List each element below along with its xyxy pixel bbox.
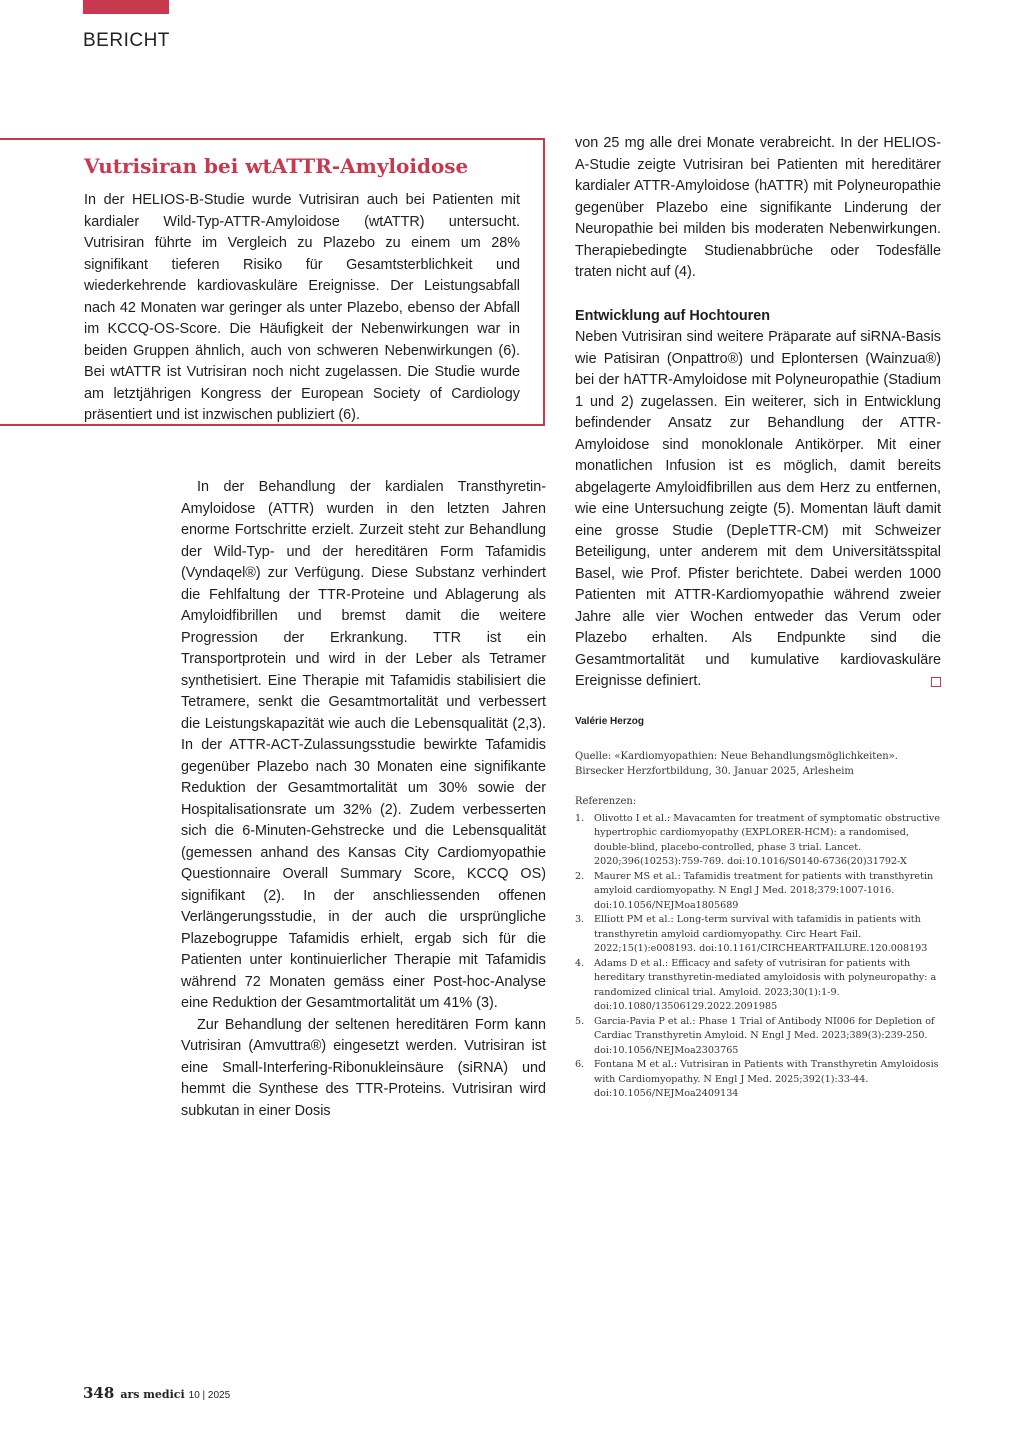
subheading: Entwicklung auf Hochtouren: [575, 307, 771, 324]
page-number: 348: [83, 1384, 115, 1402]
info-box-title: Vutrisiran bei wtATTR-Amyloidose: [84, 154, 469, 178]
right-paragraph-2: [575, 327, 941, 693]
references-heading: Referenzen:: [575, 796, 637, 807]
info-box-text: In der HELIOS-B-Studie wurde Vutrisiran auch bei Patienten mit kardialer Wild-Typ-ATTR-Amyloidose (wtATTR) untersucht. Vutrisiran führte im Vergleich zu Plazebo zu einem um 28% signifikant tieferen Risiko für Gesamtsterblichkeit und wiederkehrende kardiovaskuläre Ereignisse. Der Leistungsabfall nach 42 Monaten war geringer als unter Plazebo, ebenso der Abfall im KCCQ-OS-Score. Die Häufigkeit der Nebenwirkungen war in beiden Gruppen ähnlich, auch von schweren Nebenwirkungen (6). Bei wtATTR ist Vutrisiran noch nicht zugelassen. Die Studie wurde am letztjährigen Kongress der European Society of Cardiology präsentiert und ist inzwischen publiziert (6).: [84, 192, 520, 423]
reference-item: 5. Garcia-Pavia P et al.: Phase 1 Trial of Antibody NI006 for Depletion of Cardiac Transthyretin Amyloid. N Engl J Med. 2023;389(3):239-250. doi:10.1056/NEJMoa2303765: [575, 1015, 935, 1056]
reference-item: 1. Olivotto I et al.: Mavacamten for treatment of symptomatic obstructive hypertrophic cardiomyopathy (EXPLORER-HCM): a randomised, double-blind, placebo-controlled, phase 3 trial. Lancet. 2020;396(10253):759-769. doi:10.1016/S0140-6736(20)31792-X: [575, 812, 941, 867]
author: Valérie Herzog: [575, 715, 644, 727]
reference-item: 2. Maurer MS et al.: Tafamidis treatment for patients with transthyretin amyloid cardiomyopathy. N Engl J Med. 2018;379:1007-1016. doi:10.1056/NEJMoa1805689: [575, 870, 934, 911]
reference-item: 4. Adams D et al.: Efficacy and safety of vutrisiran for patients with hereditary transthyretin-mediated amyloidosis with polyneuropathy: a randomized clinical trial. Amyloid. 2023;30(1):1-9. doi:10.1080/13506129.2022.2091985: [575, 957, 937, 1012]
section-label: BERICHT: [83, 30, 170, 51]
reference-item: 3. Elliott PM et al.: Long-term survival with tafamidis in patients with transthyretin amyloid cardiomyopathy. Circ Heart Fail. 2022;15(1):e008193. doi:10.1161/CIRCHEARTFAILURE.120.008193: [575, 914, 928, 954]
right-paragraph-1: von 25 mg alle drei Monate verabreicht. In der HELIOS-A-Studie zeigte Vutrisiran bei Patienten mit hereditärer kardialer ATTR-Amyloidose (hATTR) mit Polyneuropathie gegenüber Plazebo eine signifikante Linderung der Neuropathie bei milden bis moderaten Nebenwirkungen. Therapiebedingte Studienabbrüche oder Todesfälle traten nicht auf (4).: [575, 135, 941, 280]
left-paragraph-1: In der Behandlung der kardialen Transthyretin-Amyloidose (ATTR) wurden in den letzten Jahren enorme Fortschritte erzielt. Zurzeit steht zur Behandlung der Wild-Typ- und der hereditären Form Tafamidis (Vyndaqel®) zur Verfügung. Diese Substanz verhindert die Fehlfaltung der TTR-Proteine und Ablagerung als Amyloidfibrillen und bremst damit die weitere Progression der Erkrankung. TTR ist ein Transportprotein und wird in der Leber als Tetramer synthetisiert. Eine Therapie mit Tafamidis stabilisiert die Tetramere, senkt die Gesamtmortalität und verbessert die Leistungskapazität wie auch die Lebensqualität (2,3). In der ATTR-ACT-Zulassungsstudie bewirkte Tafamidis gegenüber Plazebo nach 30 Monaten eine signifikante Reduktion der Gesamtmortalität um 30% sowie der Hospitalisationsrate um 32% (2). Zudem verbesserten sich die 6-Minuten-Gehstrecke und die Lebensqualität (gemessen anhand des Kansas City Cardiomyopathie Questionnaire Overall Summary Score, KCCQ OS) signifikant (2). In der anschliessenden offenen Verlängerungsstudie, in der auch die ursprüngliche Plazebogruppe Tafamidis erhielt, ergab sich für die Patienten unter kontinuierlicher Therapie mit Tafamidis während 72 Monaten gemäss einer Post-hoc-Analyse eine Reduktion der Gesamtmortalität um 41% (3).: [181, 479, 546, 1011]
references-list: [575, 812, 941, 1102]
page-footer: [83, 1384, 230, 1402]
right-paragraph-2-text: Neben Vutrisiran sind weitere Präparate auf siRNA-Basis wie Patisiran (Onpattro®) und Eplontersen (Wainzua®) bei der hATTR-Amyloidose mit Polyneuropathie (Stadium 1 und 2) zugelassen. Ein weiterer, sich in Entwicklung befindender Ansatz zur Behandlung der ATTR-Amyloidose sind monoklonale Antikörper. Mit einer monatlichen Infusion ist es möglich, damit bereits abgelagerte Amyloidfibrillen aus dem Herz zu entfernen, wie eine Untersuchung zeigte (5). Momentan läuft damit eine grosse Studie (DepleTTR-CM) mit Schweizer Beteiligung, unter anderem mit dem Universitätsspital Basel, wie Prof. Pfister berichtete. Dabei werden 1000 Patienten mit ATTR-Kardiomyopathie während zweier Jahre alle vier Wochen entweder das Verum oder Plazebo erhalten. Als Endpunkte sind die Gesamtmortalität und kumulative kardiovaskuläre Ereignisse definiert.: [575, 329, 941, 689]
right-column: [575, 133, 941, 1102]
issue-number: 10 | 2025: [188, 1390, 231, 1401]
header-accent-bar: [83, 0, 169, 14]
end-of-article-icon: [931, 677, 941, 687]
source-note: Quelle: «Kardiomyopathien: Neue Behandlungsmöglichkeiten». Birsecker Herzfortbildung, 30. Januar 2025, Arlesheim: [575, 751, 898, 777]
reference-item: 6. Fontana M et al.: Vutrisiran in Patients with Transthyretin Amyloidosis with Cardiomyopathy. N Engl J Med. 2025;392(1):33-44. doi:10.1056/NEJMoa2409134: [575, 1059, 939, 1099]
left-paragraph-2: Zur Behandlung der seltenen hereditären Form kann Vutrisiran (Amvuttra®) eingesetzt werden. Vutrisiran ist eine Small-Interfering-Ribonukleinsäure (siRNA) und hemmt die Synthese des TTR-Proteins. Vutrisiran wird subkutan in einer Dosis: [181, 1016, 546, 1119]
left-column: [181, 477, 546, 1122]
magazine-name: ars medici: [120, 1388, 185, 1401]
